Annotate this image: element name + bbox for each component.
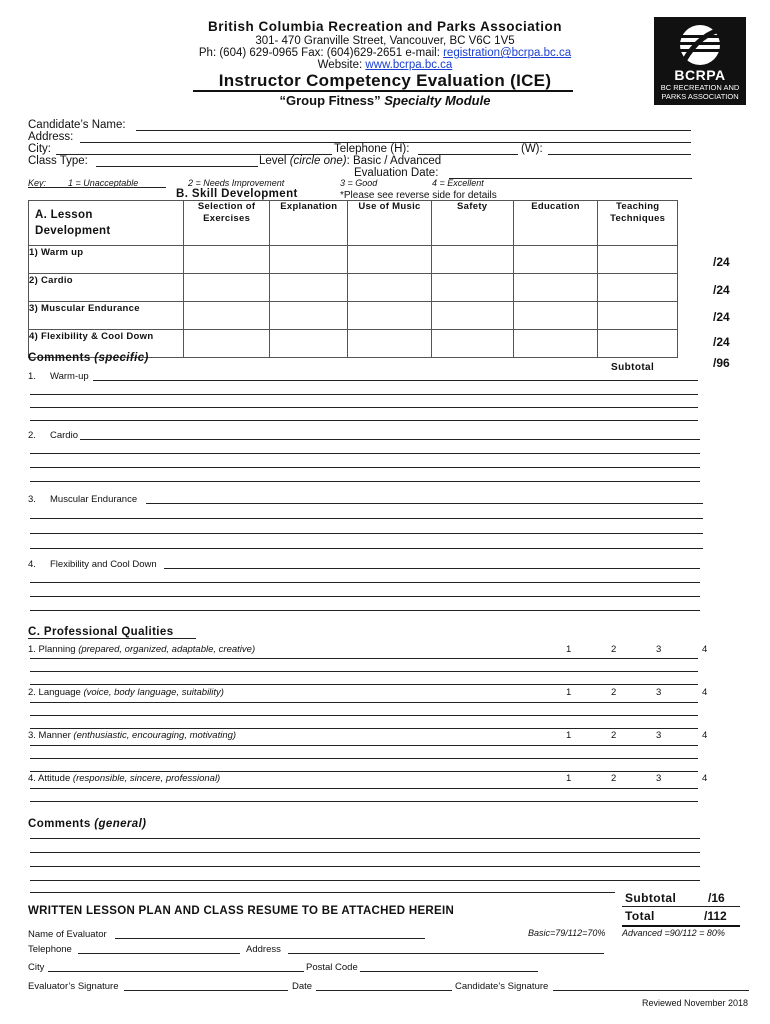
comment-line[interactable] xyxy=(80,439,700,440)
quality-attitude xyxy=(28,773,220,784)
comment-line[interactable] xyxy=(93,380,698,381)
org-website xyxy=(150,59,620,71)
bcrpa-logo xyxy=(654,17,746,105)
score-cell[interactable] xyxy=(348,274,432,302)
rating-4[interactable]: 4 xyxy=(702,773,708,784)
comment-line[interactable] xyxy=(30,533,703,534)
website-label: Website: xyxy=(317,59,366,71)
score-cell[interactable] xyxy=(270,246,348,274)
subtitle-module-name: “Group Fitness” xyxy=(279,93,381,108)
postal-code-field[interactable] xyxy=(360,971,538,972)
table-subtotal-score: /96 xyxy=(713,356,730,370)
rating-1[interactable]: 1 xyxy=(566,730,572,741)
key-underline xyxy=(28,187,166,188)
section-c-underline xyxy=(28,638,196,639)
quality-label: 1. Planning xyxy=(28,644,76,655)
subtitle-rest: Specialty Module xyxy=(384,93,491,108)
table-subtotal-label: Subtotal xyxy=(611,362,655,373)
rating-3[interactable]: 3 xyxy=(656,773,662,784)
comment-line[interactable] xyxy=(30,745,698,746)
comment-line[interactable] xyxy=(30,788,698,789)
quality-language xyxy=(28,687,224,698)
comment-line[interactable] xyxy=(30,582,700,583)
score-cell[interactable] xyxy=(598,246,678,274)
logo-emblem-icon xyxy=(654,21,746,71)
class-type-field[interactable] xyxy=(96,166,258,167)
quality-hint: (responsible, sincere, professional) xyxy=(72,773,221,784)
phone-work-field[interactable] xyxy=(548,154,691,155)
comment-line[interactable] xyxy=(30,407,698,408)
comment-line[interactable] xyxy=(164,568,700,569)
quality-label: 4. Attitude xyxy=(28,773,71,784)
score-cell[interactable] xyxy=(431,330,513,358)
page-subtitle xyxy=(150,93,620,108)
candidate-name-label: Candidate’s Name: xyxy=(28,119,126,131)
candidate-signature-field[interactable] xyxy=(553,990,749,991)
candidate-signature-label: Candidate’s Signature xyxy=(455,981,549,992)
col-selection-of-exercises: Selection of Exercises xyxy=(183,201,270,246)
col-explanation: Explanation xyxy=(270,201,348,246)
logo-caption-line2: PARKS ASSOCIATION xyxy=(661,92,739,101)
comment-line[interactable] xyxy=(30,852,700,853)
score-cell[interactable] xyxy=(513,330,598,358)
key-2: 2 = Needs Improvement xyxy=(188,178,285,188)
score-cell[interactable] xyxy=(270,302,348,330)
comment-num: 1. xyxy=(28,371,36,382)
org-address: 301- 470 Granville Street, Vancouver, BC V6C 1V5 xyxy=(255,35,515,47)
corner-line2: Development xyxy=(35,225,111,237)
score-cell[interactable] xyxy=(431,246,513,274)
quality-manner xyxy=(28,730,236,741)
section-c-title: C. Professional Qualities xyxy=(28,626,174,638)
level-hint: (circle one) xyxy=(289,155,347,167)
phone-home-label: Telephone (H): xyxy=(334,143,410,155)
row-score-cardio: /24 xyxy=(713,283,730,297)
comment-line[interactable] xyxy=(30,866,700,867)
table-row xyxy=(29,274,678,302)
totals-divider xyxy=(622,906,740,907)
comment-label-flexibility: Flexibility and Cool Down xyxy=(50,559,157,570)
comment-label-cardio: Cardio xyxy=(50,430,78,441)
key-label: Key: xyxy=(28,178,47,188)
evaluator-phone-field[interactable] xyxy=(78,953,240,954)
row-label-cardio: 2) Cardio xyxy=(29,274,184,302)
final-subtotal-score: /16 xyxy=(708,891,725,905)
comment-line[interactable] xyxy=(30,548,703,549)
comment-line[interactable] xyxy=(30,728,698,729)
evaluator-phone-label: Telephone xyxy=(28,944,72,955)
score-cell[interactable] xyxy=(183,330,270,358)
comment-label-muscular-endurance: Muscular Endurance xyxy=(50,494,138,505)
logo-wordmark: BCRPA xyxy=(674,67,726,83)
rating-1[interactable]: 1 xyxy=(566,773,572,784)
lesson-plan-note: WRITTEN LESSON PLAN AND CLASS RESUME TO BE ATTACHED HEREIN xyxy=(28,905,455,917)
col-education: Education xyxy=(513,201,598,246)
row-label-muscular-endurance: 3) Muscular Endurance xyxy=(29,302,184,330)
evaluator-city-label: City xyxy=(28,962,45,973)
logo-caption-line1: BC RECREATION AND xyxy=(660,83,740,92)
score-cell[interactable] xyxy=(513,246,598,274)
score-cell[interactable] xyxy=(348,330,432,358)
section-b-note: *Please see reverse side for details xyxy=(340,190,497,201)
score-cell[interactable] xyxy=(598,302,678,330)
comment-line[interactable] xyxy=(30,758,698,759)
row-score-warm-up: /24 xyxy=(713,255,730,269)
quality-planning xyxy=(28,644,255,655)
comment-line[interactable] xyxy=(30,801,698,802)
row-score-flexibility: /24 xyxy=(713,335,730,349)
eval-date-label: Evaluation Date: xyxy=(354,167,439,179)
logo-caption xyxy=(654,83,746,101)
row-label-warm-up: 1) Warm up xyxy=(29,246,184,274)
comment-line[interactable] xyxy=(30,880,700,881)
comment-line[interactable] xyxy=(30,420,698,421)
score-cell[interactable] xyxy=(183,302,270,330)
rating-3[interactable]: 3 xyxy=(656,644,662,655)
evaluator-signature-label: Evaluator’s Signature xyxy=(28,981,119,992)
comment-num: 2. xyxy=(28,430,36,441)
contact-text: Ph: (604) 629-0965 Fax: (604)629-2651 e-mail: xyxy=(198,47,444,59)
evaluator-name-field[interactable] xyxy=(115,938,425,939)
table-row xyxy=(29,246,678,274)
comments-general-word: Comments xyxy=(28,818,91,830)
comment-line[interactable] xyxy=(30,453,700,454)
city-label: City: xyxy=(28,143,51,155)
email-link[interactable]: registration@bcrpa.bc.ca xyxy=(443,47,572,59)
title-underline xyxy=(193,90,573,92)
totals-double-rule xyxy=(622,925,740,927)
page-title: Instructor Competency Evaluation (ICE) xyxy=(218,71,552,90)
evaluator-signature-field[interactable] xyxy=(124,990,288,991)
score-cell[interactable] xyxy=(270,274,348,302)
rating-2[interactable]: 2 xyxy=(611,730,617,741)
comment-line[interactable] xyxy=(30,715,698,716)
comment-num: 3. xyxy=(28,494,36,505)
comments-general-title xyxy=(28,818,146,830)
score-cell[interactable] xyxy=(431,302,513,330)
comment-line[interactable] xyxy=(30,892,615,893)
comment-line[interactable] xyxy=(30,596,700,597)
address-label: Address: xyxy=(28,131,74,143)
candidate-name-field[interactable] xyxy=(136,130,691,131)
reviewed-date: Reviewed November 2018 xyxy=(642,998,749,1008)
evaluator-city-field[interactable] xyxy=(48,971,304,972)
evaluator-address-label: Address xyxy=(246,944,281,955)
comment-label-warm-up: Warm-up xyxy=(50,371,89,382)
row-label-flexibility: 4) Flexibility & Cool Down xyxy=(29,330,184,358)
comment-line[interactable] xyxy=(30,771,698,772)
website-link[interactable]: www.bcrpa.bc.ca xyxy=(365,59,453,71)
score-cell[interactable] xyxy=(598,274,678,302)
score-cell[interactable] xyxy=(270,330,348,358)
evaluator-name-label: Name of Evaluator xyxy=(28,929,107,940)
comments-specific-title xyxy=(28,352,149,364)
org-name: British Columbia Recreation and Parks Association xyxy=(207,19,563,34)
final-total-label: Total xyxy=(625,909,655,923)
eval-date-field[interactable] xyxy=(449,178,692,179)
score-cell[interactable] xyxy=(513,302,598,330)
comment-line[interactable] xyxy=(30,481,700,482)
comment-line[interactable] xyxy=(30,658,698,659)
rating-4[interactable]: 4 xyxy=(702,644,708,655)
comment-line[interactable] xyxy=(30,394,698,395)
phone-work-label: (W): xyxy=(521,143,543,155)
rating-4[interactable]: 4 xyxy=(702,730,708,741)
rating-4[interactable]: 4 xyxy=(702,687,708,698)
date-field[interactable] xyxy=(316,990,452,991)
rating-1[interactable]: 1 xyxy=(566,687,572,698)
table-corner xyxy=(29,201,184,246)
row-score-muscular-endurance: /24 xyxy=(713,310,730,324)
evaluator-address-field[interactable] xyxy=(288,953,604,954)
key-1: 1 = Unacceptable xyxy=(68,178,139,188)
score-cell[interactable] xyxy=(513,274,598,302)
quality-hint: (prepared, organized, adaptable, creative) xyxy=(78,644,256,655)
table-row xyxy=(29,302,678,330)
score-cell[interactable] xyxy=(431,274,513,302)
quality-label: 2. Language xyxy=(28,687,81,698)
pass-basic: Basic=79/112=70% xyxy=(528,928,606,938)
comment-line[interactable] xyxy=(30,671,698,672)
quality-hint: (voice, body language, suitability) xyxy=(83,687,224,698)
org-contact xyxy=(150,47,620,59)
comment-line[interactable] xyxy=(30,838,700,839)
final-total-score: /112 xyxy=(704,909,727,923)
postal-code-label: Postal Code xyxy=(306,962,358,973)
col-use-of-music: Use of Music xyxy=(348,201,432,246)
rating-2[interactable]: 2 xyxy=(611,644,617,655)
quality-hint: (enthusiastic, encouraging, motivating) xyxy=(73,730,237,741)
comment-line[interactable] xyxy=(30,702,698,703)
rating-2[interactable]: 2 xyxy=(611,687,617,698)
level-options: : Basic / Advanced xyxy=(346,155,442,167)
level-selector[interactable] xyxy=(259,155,441,167)
class-type-label: Class Type: xyxy=(28,155,88,167)
comment-line[interactable] xyxy=(30,684,698,685)
section-b-title: B. Skill Development xyxy=(176,188,298,200)
pass-advanced: Advanced =90/112 = 80% xyxy=(622,928,725,938)
final-subtotal-label: Subtotal xyxy=(625,891,677,905)
comments-specific-word: Comments xyxy=(28,352,91,364)
score-cell[interactable] xyxy=(183,246,270,274)
score-cell[interactable] xyxy=(348,246,432,274)
key-4: 4 = Excellent xyxy=(432,178,484,188)
comment-line[interactable] xyxy=(30,518,703,519)
col-safety: Safety xyxy=(431,201,513,246)
score-cell[interactable] xyxy=(348,302,432,330)
col-teaching-techniques: Teaching Techniques xyxy=(598,201,678,246)
corner-line1: A. Lesson xyxy=(35,209,93,221)
rating-3[interactable]: 3 xyxy=(656,687,662,698)
comment-line[interactable] xyxy=(30,610,700,611)
level-label: Level xyxy=(259,155,287,167)
comment-line[interactable] xyxy=(30,467,700,468)
comments-specific-hint: (specific) xyxy=(94,352,149,364)
quality-label: 3. Manner xyxy=(28,730,71,741)
comment-line[interactable] xyxy=(146,503,703,504)
rating-1[interactable]: 1 xyxy=(566,644,572,655)
date-label: Date xyxy=(292,981,313,992)
rating-3[interactable]: 3 xyxy=(656,730,662,741)
score-cell[interactable] xyxy=(598,330,678,358)
key-3: 3 = Good xyxy=(340,178,378,188)
skills-table xyxy=(28,200,678,358)
comments-general-hint: (general) xyxy=(94,818,147,830)
score-cell[interactable] xyxy=(183,274,270,302)
comment-num: 4. xyxy=(28,559,36,570)
rating-2[interactable]: 2 xyxy=(611,773,617,784)
